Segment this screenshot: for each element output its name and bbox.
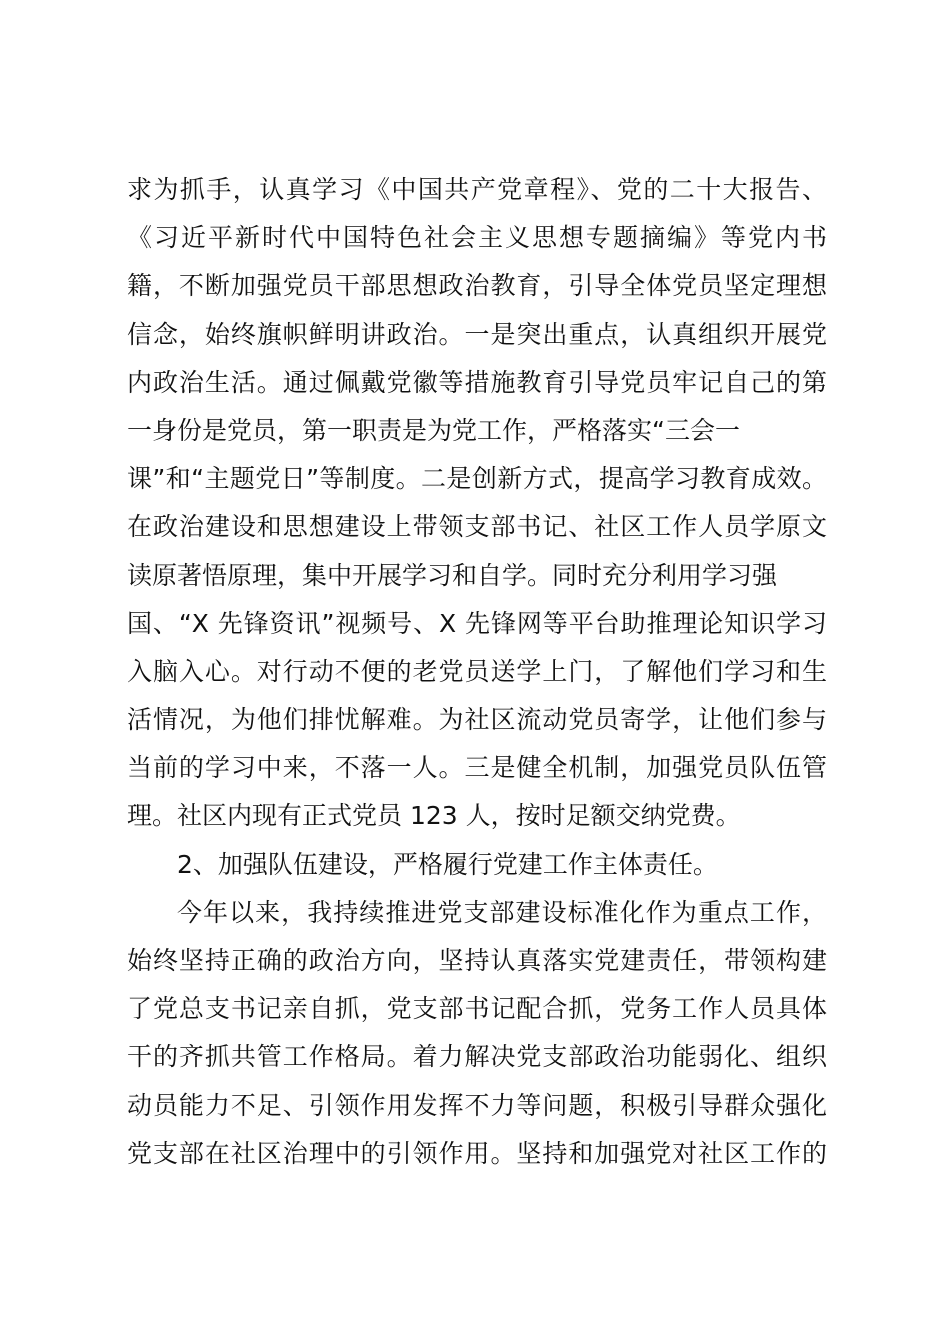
text-line: 党支部在社区治理中的引领作用。坚持和加强党对社区工作的 — [127, 1138, 827, 1168]
text-line: 理。社区内现有正式党员 123 人，按时足额交纳党费。 — [127, 801, 741, 831]
text-line: 求为抓手，认真学习《中国共产党章程》、党的二十大报告、 — [127, 175, 827, 204]
text-line: 活情况，为他们排忧解难。为社区流动党员寄学，让他们参与 — [127, 705, 827, 735]
text-line: 《习近平新时代中国特色社会主义思想专题摘编》等党内书 — [127, 223, 827, 253]
text-line: 今年以来，我持续推进党支部建设标准化作为重点工作， — [177, 897, 827, 927]
text-line: 动员能力不足、引领作用发挥不力等问题，积极引导群众强化 — [127, 1090, 827, 1120]
text-line: 当前的学习中来，不落一人。三是健全机制，加强党员队伍管 — [127, 753, 827, 783]
text-line: 干的齐抓共管工作格局。着力解决党支部政治功能弱化、组织 — [127, 1042, 827, 1072]
text-line: 籍，不断加强党员干部思想政治教育，引导全体党员坚定理想 — [127, 271, 827, 301]
text-line: 国、“X 先锋资讯”视频号、X 先锋网等平台助推理论知识学习 — [127, 608, 827, 638]
text-line: 读原著悟原理，集中开展学习和自学。同时充分利用学习强 — [127, 560, 778, 590]
text-line: 内政治生活。通过佩戴党徽等措施教育引导党员牢记自己的第 — [127, 367, 827, 397]
text-line: 了党总支书记亲自抓，党支部书记配合抓，党务工作人员具体 — [127, 994, 827, 1024]
text-line: 2、加强队伍建设，严格履行党建工作主体责任。 — [177, 849, 718, 879]
body-text — [127, 166, 827, 1178]
text-line: 信念，始终旗帜鲜明讲政治。一是突出重点，认真组织开展党 — [127, 319, 827, 349]
text-line: 在政治建设和思想建设上带领支部书记、社区工作人员学原文 — [127, 512, 827, 542]
text-line: 一身份是党员，第一职责是为党工作，严格落实“三会一 — [127, 415, 740, 445]
text-line: 课”和“主题党日”等制度。二是创新方式，提高学习教育成效。 — [127, 464, 827, 494]
text-line: 始终坚持正确的政治方向，坚持认真落实党建责任，带领构建 — [127, 946, 827, 975]
text-line: 入脑入心。对行动不便的老党员送学上门，了解他们学习和生 — [127, 656, 827, 686]
